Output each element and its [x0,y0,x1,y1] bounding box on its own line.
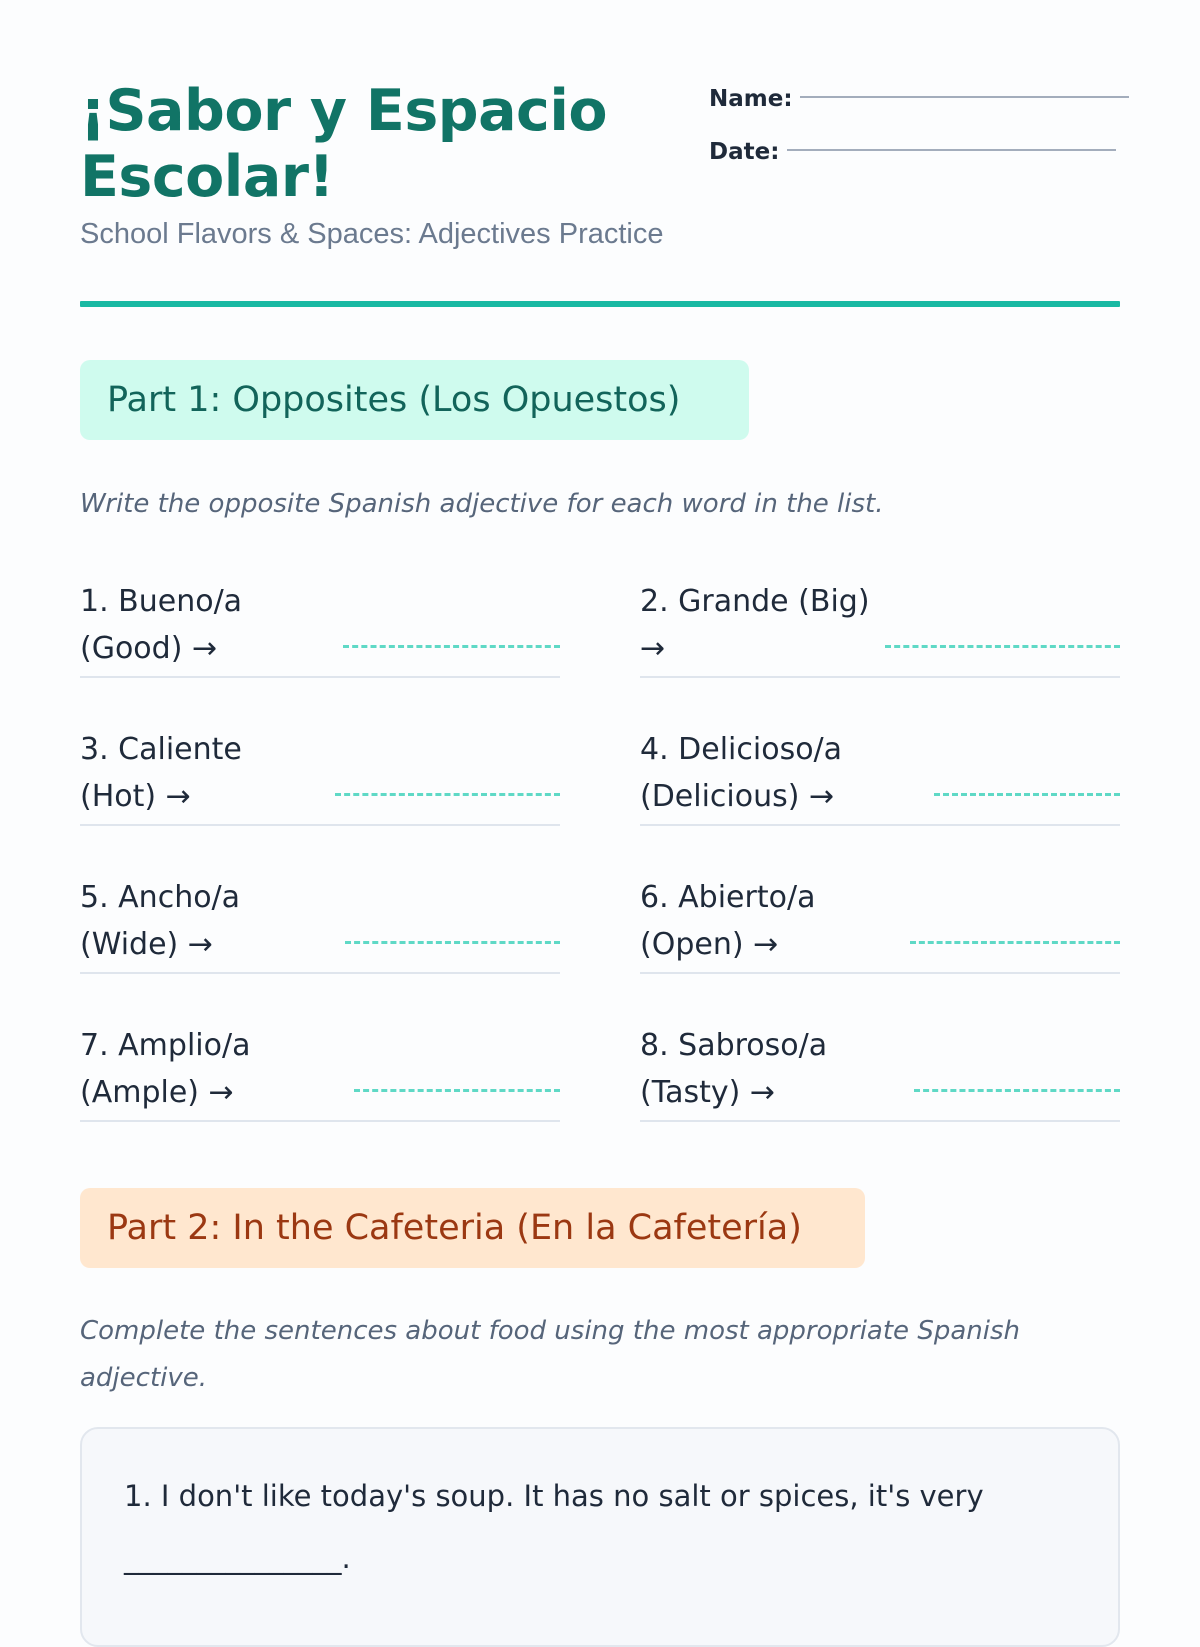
opposite-item [640,716,1120,826]
opposite-word: 5. Ancho/a (Wide) → [80,880,241,962]
sentence-item[interactable]: 1. I don't like today's soup. It has no salt or spices, it's very _______________. [124,1479,984,1575]
part2-instructions: Complete the sentences about food using the most appropriate Spanish adjective. [80,1316,1020,1393]
opposite-word: 8. Sabroso/a (Tasty) → [640,1028,828,1110]
name-label: Name: [709,86,793,112]
part2-heading: Part 2: In the Cafeteria (En la Cafetería) [80,1188,865,1268]
header-divider [80,301,1120,307]
answer-blank[interactable] [345,941,560,944]
opposite-word: 2. Grande (Big) → [640,584,870,666]
opposite-word: 1. Bueno/a (Good) → [80,584,243,666]
opposite-word: 6. Abierto/a (Open) → [640,880,816,962]
opposite-word: 4. Delicioso/a (Delicious) → [640,732,843,814]
answer-blank[interactable] [910,941,1120,944]
opposite-word: 7. Amplio/a (Ample) → [80,1028,251,1110]
name-line[interactable] [800,96,1129,98]
opposite-item [640,1012,1120,1122]
page-subtitle: School Flavors & Spaces: Adjectives Practice [80,218,664,250]
answer-blank[interactable] [934,793,1120,796]
answer-blank[interactable] [335,793,560,796]
opposite-item [80,864,560,974]
worksheet-page [80,0,1120,1600]
opposite-item [80,716,560,826]
opposite-word: 3. Caliente (Hot) → [80,732,242,814]
answer-blank[interactable] [914,1089,1120,1092]
part1-instructions: Write the opposite Spanish adjective for each word in the list. [80,489,884,519]
opposite-item [640,864,1120,974]
answer-blank[interactable] [343,645,560,648]
answer-blank[interactable] [354,1089,560,1092]
cafeteria-sentences-card [80,1427,1120,1647]
page-title: ¡Sabor y Espacio Escolar! [80,78,608,210]
opposite-item [80,568,560,678]
part1-heading: Part 1: Opposites (Los Opuestos) [80,360,749,440]
opposite-item [640,568,1120,678]
opposite-item [80,1012,560,1122]
date-line[interactable] [787,149,1116,151]
answer-blank[interactable] [885,645,1120,648]
date-label: Date: [709,139,780,165]
